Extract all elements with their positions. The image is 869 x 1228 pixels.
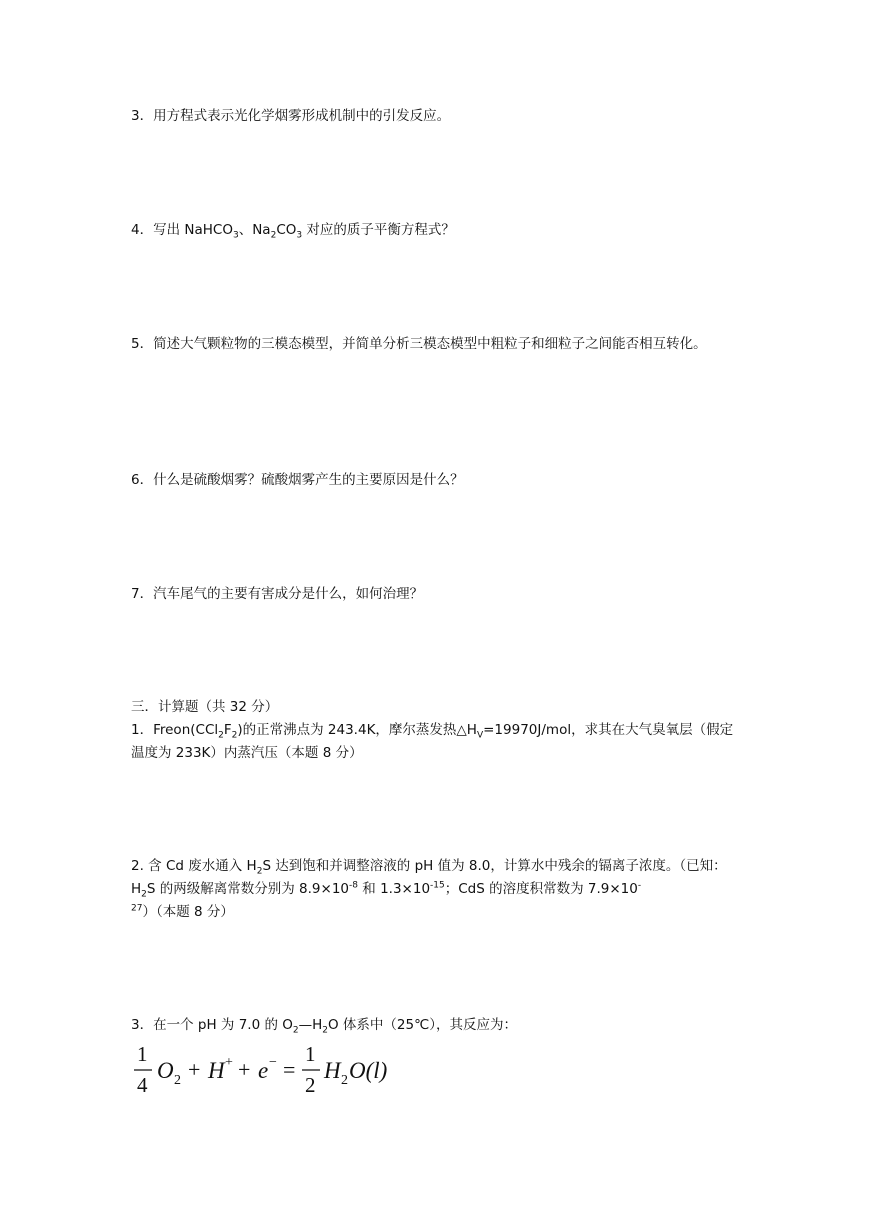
question-text: —H [298, 1017, 323, 1033]
water-hydrogen: H [324, 1058, 341, 1083]
subscript: 2 [256, 866, 263, 877]
question-text: 汽车尾气的主要有害成分是什么，如何治理？ [153, 586, 424, 602]
question-text: 简述大气颗粒物的三模态模型，并简单分析三模态模型中粗粒子和细粒子之间能否相互转化。 [153, 336, 707, 352]
question-number: 2. [131, 858, 144, 874]
question-text: Freon(CCl [153, 722, 219, 738]
question-text: S 达到饱和并调整溶液的 pH 值为 8.0，计算水中残余的镉离子浓度。（已知：H [131, 858, 727, 897]
hydrogen-symbol: H [208, 1058, 225, 1083]
water-subscript: 2 [341, 1073, 348, 1088]
subscript: 2 [231, 730, 238, 741]
subscript: 2 [141, 889, 147, 900]
subscript: 2 [218, 730, 224, 741]
subscript: 3 [296, 230, 303, 241]
plus-sign: + [188, 1057, 201, 1082]
question-text: 写出 NaHCO [153, 222, 233, 238]
question-text: 对应的质子平衡方程式？ [302, 222, 455, 238]
calc-question-1 [131, 719, 741, 765]
question-text: ）（本题 8 分） [142, 904, 234, 920]
question-text: 和 1.3×10 [358, 881, 431, 897]
question-text: 、Na [238, 222, 271, 238]
question-text: S 的两级解离常数分别为 8.9×10 [146, 881, 350, 897]
question-number: 1． [131, 722, 154, 738]
question-number: 6． [131, 472, 154, 488]
question-number: 7． [131, 586, 154, 602]
superscript: -15 [430, 880, 445, 891]
question-text: 什么是硫酸烟雾？硫酸烟雾产生的主要原因是什么？ [153, 472, 464, 488]
water-tail: O(l) [349, 1058, 388, 1083]
fraction-numerator: 1 [305, 1042, 316, 1066]
superscript: -27 [131, 880, 642, 914]
question-text: F [223, 722, 232, 738]
subscript: 2 [292, 1025, 299, 1036]
question-text: ；CdS 的溶度积常数为 7.9×10 [444, 881, 638, 897]
fraction-denominator: 2 [305, 1073, 316, 1097]
question-number: 3． [131, 1017, 154, 1033]
electron-symbol: e [258, 1058, 269, 1083]
question-6 [131, 470, 741, 490]
question-number: 5． [131, 336, 154, 352]
superscript: -8 [349, 880, 358, 891]
fraction-numerator: 1 [137, 1042, 148, 1066]
calc-question-3 [131, 1015, 741, 1035]
oxygen-subscript: 2 [174, 1073, 181, 1088]
question-7 [131, 584, 741, 604]
subscript: 2 [322, 1025, 328, 1036]
equals-sign: = [283, 1057, 296, 1082]
subscript: 3 [232, 230, 239, 241]
question-5 [131, 333, 741, 356]
section-3-heading: 三．计算题（共 32 分） [131, 699, 279, 715]
question-number: 3． [131, 108, 154, 124]
question-text: =19970J/mol，求其在大气臭氧层（假定温度为 233K）内蒸汽压（本题 8 分） [131, 722, 734, 761]
fraction-denominator: 4 [137, 1073, 148, 1097]
question-text: CO [276, 222, 297, 238]
question-3 [131, 106, 741, 126]
reaction-equation [134, 1040, 394, 1100]
plus-sign: + [238, 1057, 251, 1082]
question-text: O 体系中（25℃），其反应为： [328, 1017, 518, 1033]
electron-charge: − [269, 1055, 277, 1070]
calc-question-2 [131, 855, 741, 924]
oxygen-symbol: O [157, 1058, 174, 1083]
question-number: 4． [131, 222, 154, 238]
subscript: V [476, 730, 484, 741]
question-text: 用方程式表示光化学烟雾形成机制中的引发反应。 [153, 108, 451, 124]
question-4 [131, 220, 741, 240]
question-text: )的正常沸点为 243.4K，摩尔蒸发热△H [237, 722, 477, 738]
subscript: 2 [270, 230, 277, 241]
question-text: 含 Cd 废水通入 H [143, 858, 257, 874]
question-text: 在一个 pH 为 7.0 的 O [153, 1017, 293, 1033]
hydrogen-charge: + [225, 1055, 233, 1070]
